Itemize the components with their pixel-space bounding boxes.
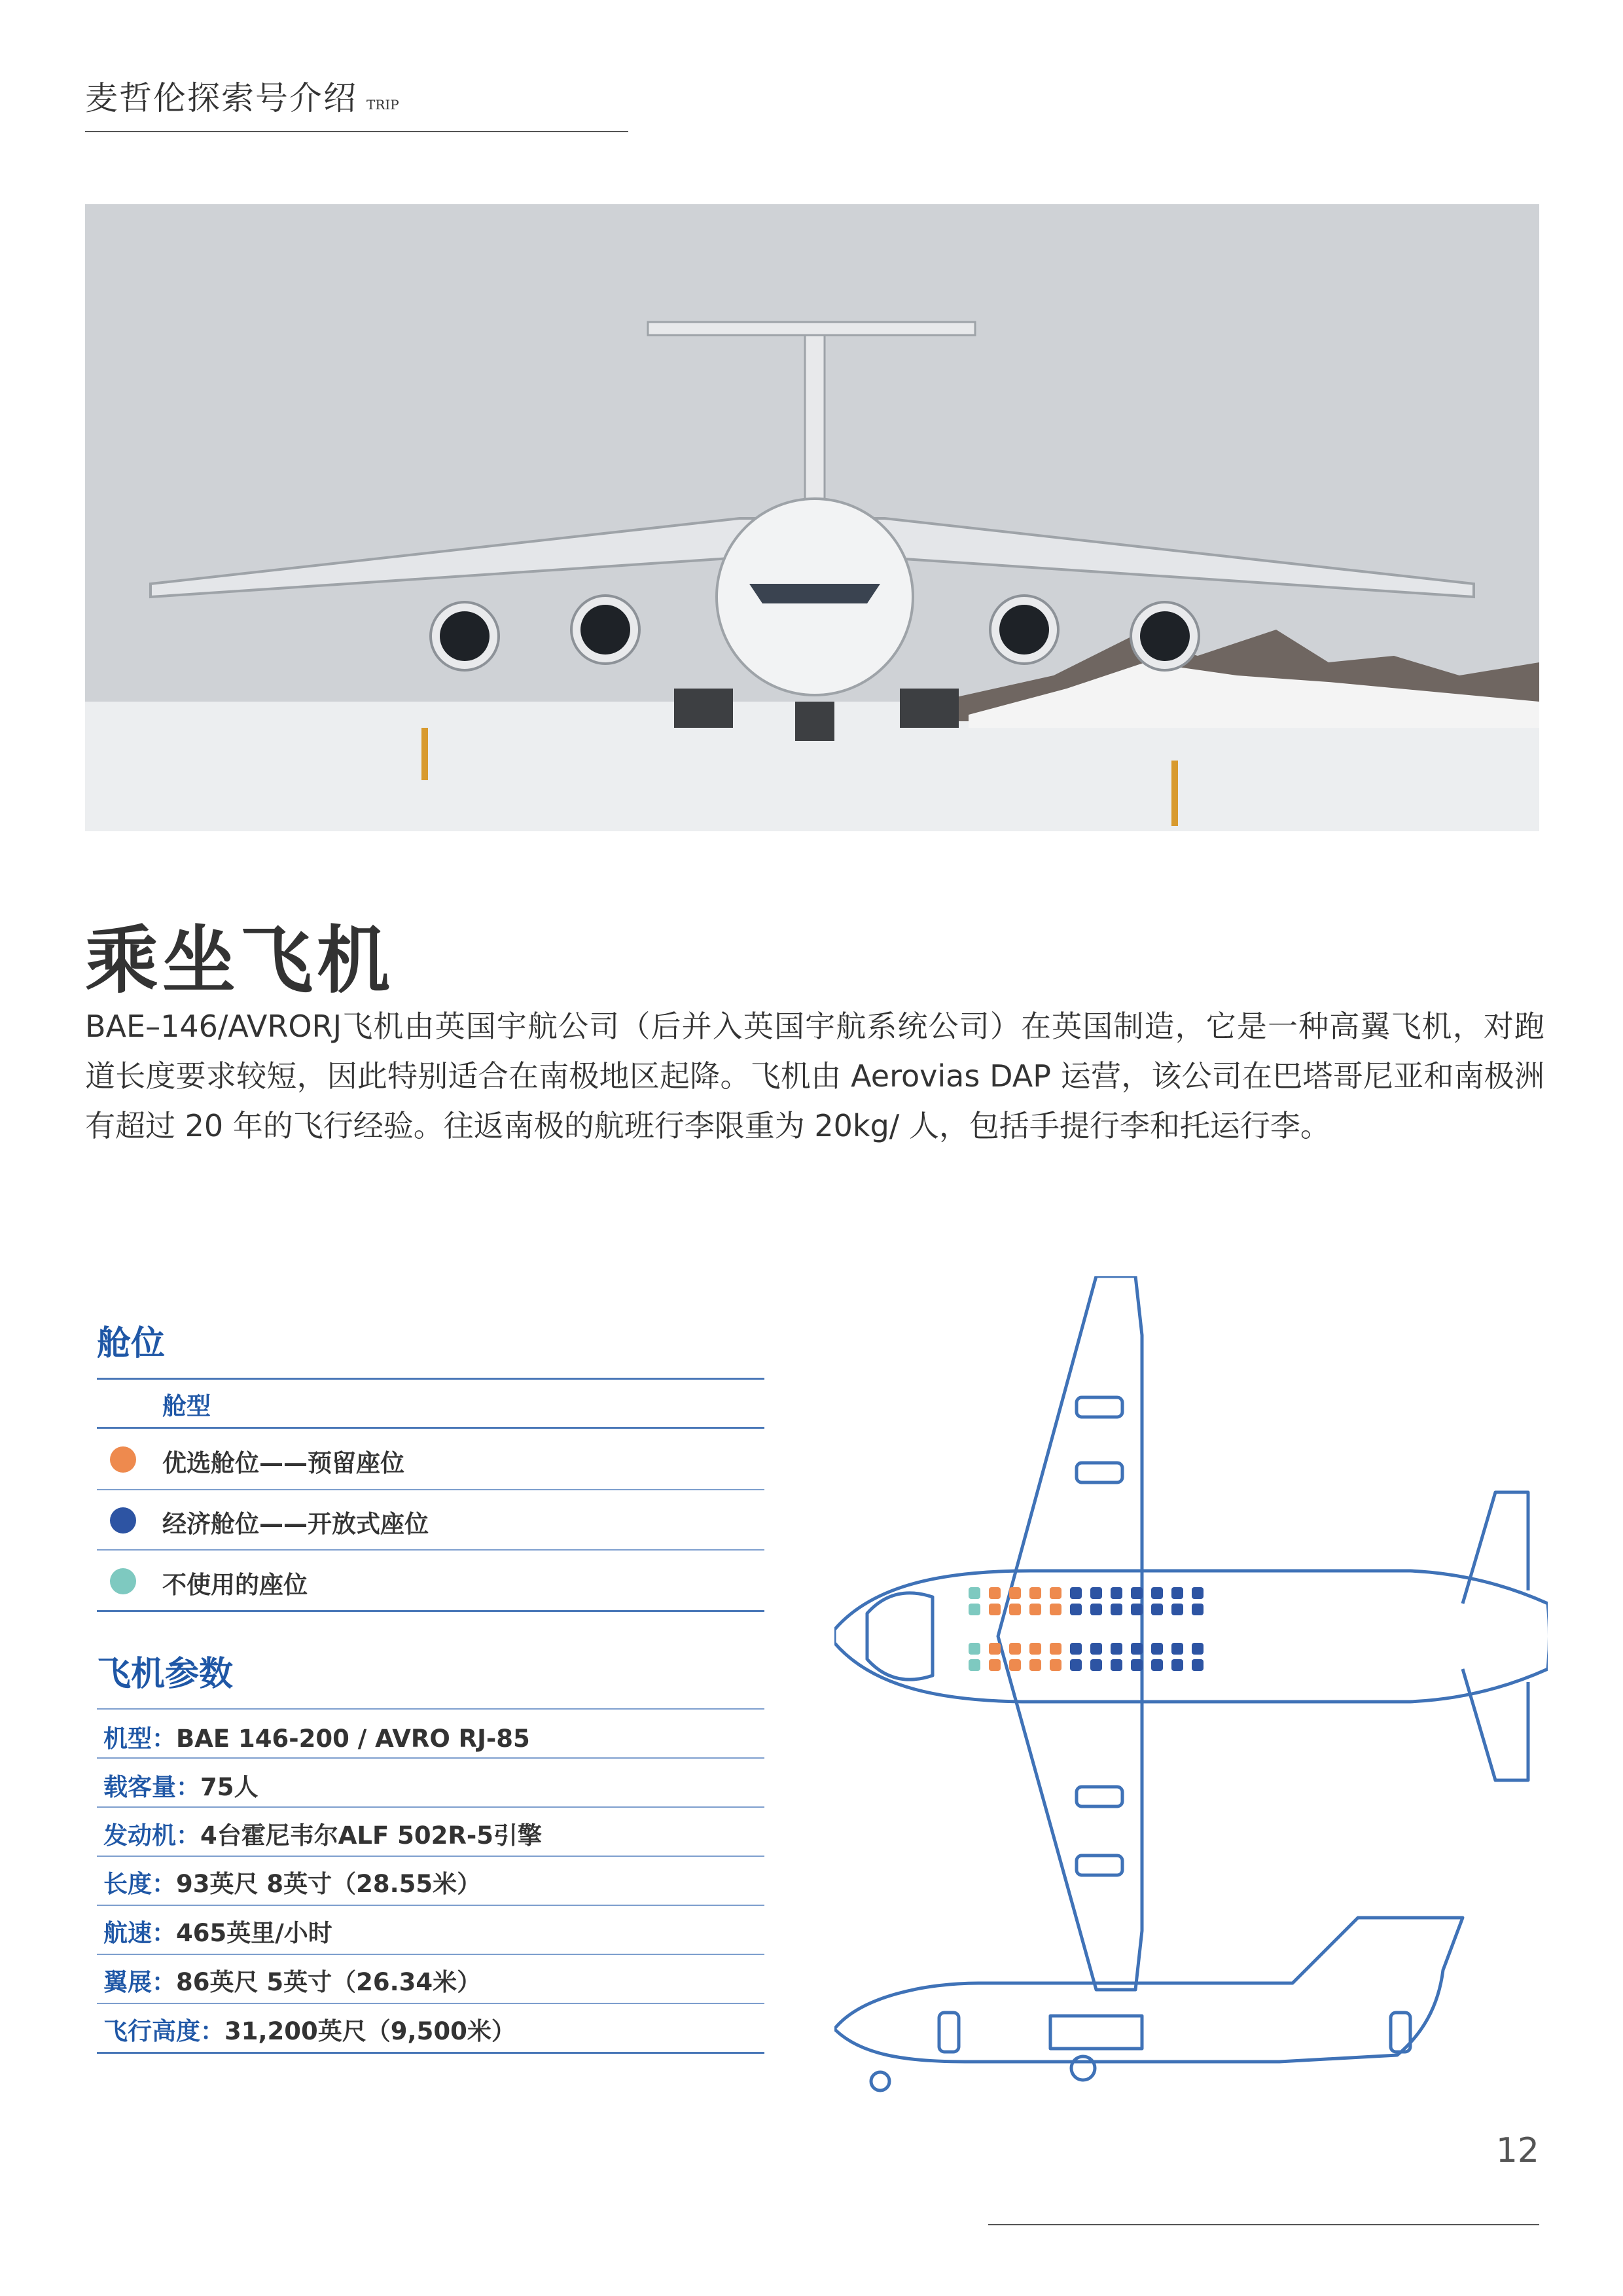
seat-map-diagram xyxy=(834,1276,1548,2121)
seat xyxy=(1090,1604,1102,1615)
seat xyxy=(1070,1587,1082,1599)
seat xyxy=(1192,1587,1204,1599)
seat xyxy=(1090,1587,1102,1599)
header-subtitle: TRIP xyxy=(366,97,399,113)
divider xyxy=(97,1954,764,1955)
seat xyxy=(989,1587,1001,1599)
cabin-preferred-label: 优选舱位——预留座位 xyxy=(162,1449,404,1477)
spec-row-length: 长度：93英尺 8英寸（28.55米） xyxy=(103,1870,482,1898)
seat xyxy=(1131,1604,1143,1615)
divider xyxy=(97,1610,764,1612)
seat xyxy=(1131,1659,1143,1671)
seat xyxy=(1111,1604,1122,1615)
cabin-economy-dot xyxy=(110,1507,136,1534)
spec-row-speed: 航速：465英里/小时 xyxy=(103,1919,332,1947)
seat xyxy=(1171,1659,1183,1671)
seat xyxy=(969,1643,980,1655)
seat xyxy=(1111,1643,1122,1655)
cabin-economy-label: 经济舱位——开放式座位 xyxy=(162,1510,429,1538)
seat xyxy=(1009,1604,1021,1615)
seat xyxy=(1111,1587,1122,1599)
seat xyxy=(1171,1604,1183,1615)
divider xyxy=(97,1856,764,1857)
seat xyxy=(1192,1643,1204,1655)
spec-row-altitude: 飞行高度：31,200英尺（9,500米） xyxy=(103,2017,516,2045)
divider xyxy=(97,2003,764,2004)
seat xyxy=(1050,1659,1061,1671)
seat xyxy=(1090,1659,1102,1671)
spec-row-wingspan: 翼展：86英尺 5英寸（26.34米） xyxy=(103,1968,482,1996)
seat xyxy=(1151,1587,1163,1599)
cabin-column-header: 舱型 xyxy=(162,1392,211,1420)
divider xyxy=(97,1905,764,1906)
seat xyxy=(989,1604,1001,1615)
intro-paragraph: BAE–146/AVRORJ飞机由英国宇航公司（后并入英国宇航系统公司）在英国制造，它是一种高翼飞机，对跑道长度要求较短，因此特别适合在南极地区起降。飞机由 Aerovias DAP 运营，该公司在巴塔哥尼亚和南极洲有超过 20 年的飞行经验。往返南极的航班行李限重为 20kg/ 人，包括手提行李和托运行李。 xyxy=(85,1009,1544,1143)
divider xyxy=(97,2052,764,2054)
seat xyxy=(1029,1659,1041,1671)
cabin-preferred-dot xyxy=(110,1446,136,1473)
divider xyxy=(97,1757,764,1759)
seat xyxy=(1009,1643,1021,1655)
section-title: 乘坐飞机 xyxy=(85,918,394,1003)
seat xyxy=(1009,1587,1021,1599)
divider xyxy=(97,1708,764,1710)
seat xyxy=(1192,1604,1204,1615)
seat xyxy=(989,1659,1001,1671)
seat xyxy=(1029,1643,1041,1655)
seat xyxy=(1050,1604,1061,1615)
spec-row-model: 机型：BAE 146-200 / AVRO RJ-85 xyxy=(103,1725,530,1753)
seat xyxy=(1070,1643,1082,1655)
seat xyxy=(969,1587,980,1599)
seat xyxy=(1009,1659,1021,1671)
seat xyxy=(1192,1659,1204,1671)
divider xyxy=(97,1549,764,1551)
seat xyxy=(1070,1604,1082,1615)
seat xyxy=(969,1604,980,1615)
seat xyxy=(1050,1587,1061,1599)
seat xyxy=(1090,1643,1102,1655)
cabin-heading: 舱位 xyxy=(97,1324,166,1363)
seat xyxy=(1029,1604,1041,1615)
spec-row-engine: 发动机：4台霍尼韦尔ALF 502R-5引擎 xyxy=(103,1821,542,1850)
seat xyxy=(1131,1643,1143,1655)
cabin-unused-dot xyxy=(110,1568,136,1594)
seat xyxy=(1151,1643,1163,1655)
seat xyxy=(989,1643,1001,1655)
seat xyxy=(1151,1659,1163,1671)
seat xyxy=(1070,1659,1082,1671)
page-header xyxy=(85,65,628,132)
footer-divider xyxy=(988,2224,1539,2225)
divider xyxy=(97,1806,764,1808)
header-title: 麦哲伦探索号介绍 TRIP xyxy=(85,79,399,117)
divider xyxy=(97,1427,764,1429)
seat xyxy=(1111,1659,1122,1671)
airplane-photo xyxy=(85,204,1539,831)
seat xyxy=(969,1659,980,1671)
seat xyxy=(1131,1587,1143,1599)
seat xyxy=(1029,1587,1041,1599)
seat xyxy=(1050,1643,1061,1655)
seat xyxy=(1171,1587,1183,1599)
page-number: 12 xyxy=(1495,2131,1539,2170)
seat xyxy=(1171,1643,1183,1655)
cabin-unused-label: 不使用的座位 xyxy=(162,1571,308,1599)
divider xyxy=(97,1378,764,1380)
spec-row-capacity: 载客量：75人 xyxy=(103,1773,259,1801)
seat xyxy=(1151,1604,1163,1615)
specs-heading: 飞机参数 xyxy=(97,1655,234,1694)
divider xyxy=(97,1489,764,1490)
